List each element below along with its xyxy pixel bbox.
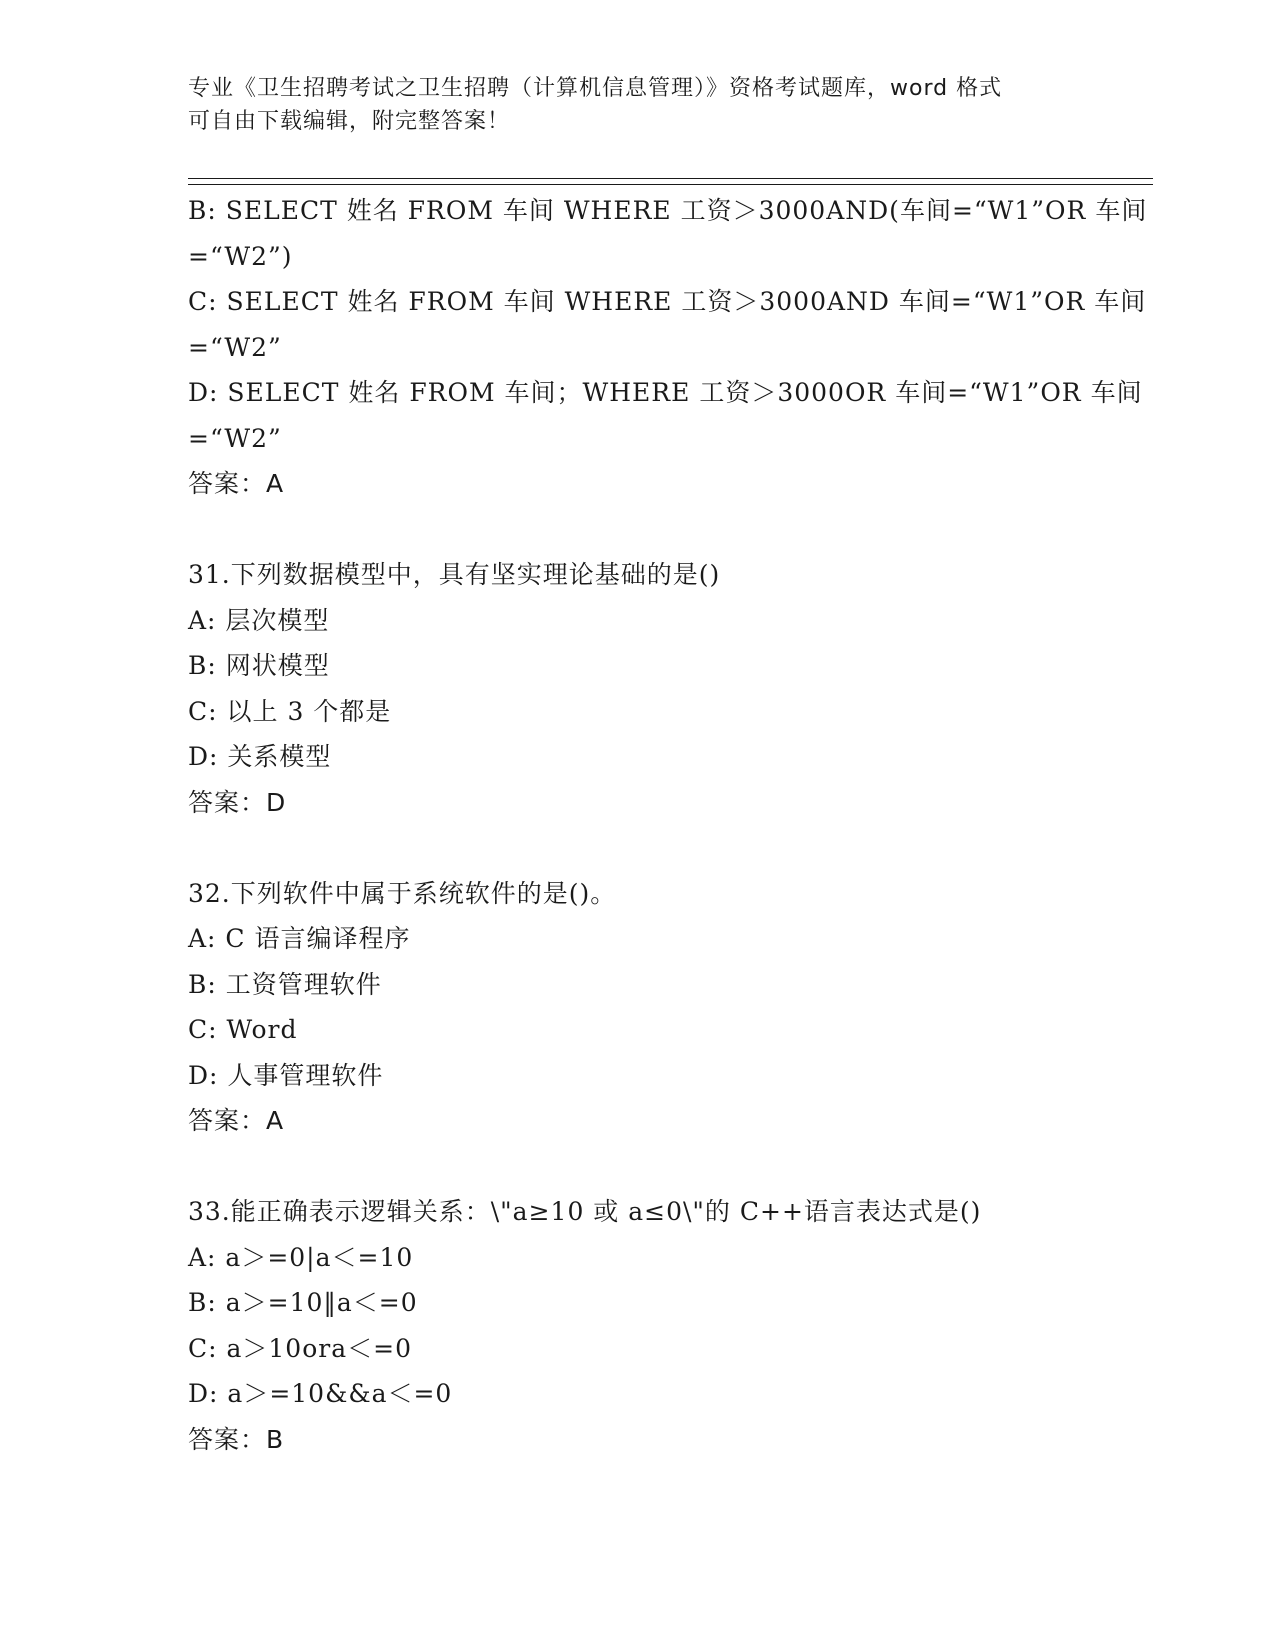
q30-option-c-line-1: C: SELECT 姓名 FROM 车间 WHERE 工资＞3000AND 车间=“W1”OR 车间 bbox=[188, 287, 1147, 316]
q30-option-b-line-1: B: SELECT 姓名 FROM 车间 WHERE 工资＞3000AND(车间=“W1”OR 车间 bbox=[188, 196, 1148, 225]
q33-question-text: 33.能正确表示逻辑关系：\"a≥10 或 a≤0\"的 C++语言表达式是() bbox=[188, 1197, 982, 1226]
q33-option-d: D: a＞=10&&a＜=0 bbox=[188, 1379, 453, 1408]
question-32 bbox=[188, 871, 1088, 1144]
q32-question-text: 32.下列软件中属于系统软件的是()。 bbox=[188, 878, 617, 908]
q31-option-b: B: 网状模型 bbox=[188, 651, 330, 680]
q33-answer: 答案：B bbox=[188, 1424, 285, 1454]
q30-option-d-line-1: D: SELECT 姓名 FROM 车间；WHERE 工资＞3000OR 车间=“W1”OR 车间 bbox=[188, 378, 1143, 407]
header-line-1: 专业《卫生招聘考试之卫生招聘（计算机信息管理）》资格考试题库，word 格式 bbox=[188, 76, 1003, 101]
q31-answer: 答案：D bbox=[188, 787, 287, 817]
q32-answer: 答案：A bbox=[188, 1106, 285, 1135]
q33-option-a: A: a＞=0|a＜=10 bbox=[188, 1242, 414, 1272]
q31-option-d: D: 关系模型 bbox=[188, 742, 332, 771]
q31-question-text: 31.下列数据模型中，具有坚实理论基础的是() bbox=[188, 560, 721, 589]
q33-option-c: C: a＞10ora＜=0 bbox=[188, 1333, 412, 1363]
header-line-2: 可自由下载编辑，附完整答案！ bbox=[188, 109, 511, 134]
q30-option-d-line-2: =“W2” bbox=[188, 423, 282, 453]
q32-option-a: A: C 语言编译程序 bbox=[188, 924, 411, 953]
q31-option-a: A: 层次模型 bbox=[188, 605, 330, 635]
q30-option-b-line-2: =“W2”) bbox=[188, 241, 293, 271]
spacer bbox=[188, 1144, 1088, 1190]
q32-option-c: C: Word bbox=[188, 1015, 298, 1044]
q32-option-d: D: 人事管理软件 bbox=[188, 1060, 384, 1090]
header-divider bbox=[188, 178, 1153, 185]
spacer bbox=[188, 825, 1088, 871]
q33-option-b: B: a＞=10‖a＜=0 bbox=[188, 1288, 418, 1317]
q30-option-c-line-2: =“W2” bbox=[188, 332, 282, 362]
spacer bbox=[188, 507, 1088, 553]
question-33 bbox=[188, 1189, 1088, 1462]
q32-option-b: B: 工资管理软件 bbox=[188, 969, 382, 999]
question-30 bbox=[188, 188, 1148, 507]
q30-answer: 答案：A bbox=[188, 469, 285, 498]
question-31 bbox=[188, 552, 1088, 825]
document-header bbox=[188, 72, 1068, 138]
q31-option-c: C: 以上 3 个都是 bbox=[188, 696, 392, 726]
question-content bbox=[188, 188, 1148, 1462]
